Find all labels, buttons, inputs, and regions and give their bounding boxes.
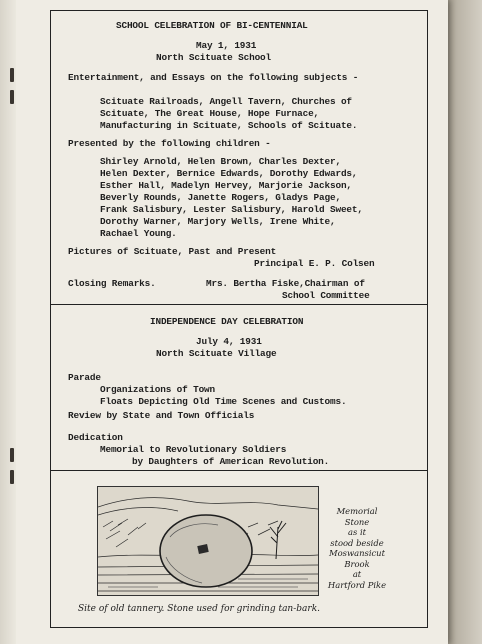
note-line: Stone — [344, 516, 370, 527]
staple-bottom-2 — [10, 470, 14, 484]
illustration-caption: Site of old tannery. Stone used for grinding tan-bark. — [78, 604, 321, 614]
section-divider-1 — [50, 304, 428, 305]
note-line: stood beside — [330, 537, 384, 548]
subject-line: Scituate Railroads, Angell Tavern, Churches of — [100, 96, 352, 107]
closing-presenter: Mrs. Bertha Fiske,Chairman of — [206, 278, 365, 289]
note-line: Brook — [344, 558, 370, 569]
dedication-item: by Daughters of American Revolution. — [132, 456, 330, 467]
pictures-line: Pictures of Scituate, Past and Present — [68, 246, 277, 257]
section-divider-2 — [50, 470, 428, 471]
children-line: Shirley Arnold, Helen Brown, Charles Dexter, — [100, 156, 341, 167]
staple-bottom — [10, 448, 14, 462]
dedication-item: Memorial to Revolutionary Soldiers — [100, 444, 287, 455]
dedication-label: Dedication — [68, 432, 123, 443]
pictures-presenter: Principal E. P. Colsen — [254, 258, 375, 269]
children-line: Esther Hall, Madelyn Hervey, Marjorie Jackson, — [100, 180, 352, 191]
staple-top-2 — [10, 90, 14, 104]
note-line: at — [352, 569, 362, 579]
children-line: Frank Salisbury, Lester Salisbury, Harold Sweet, — [100, 204, 363, 215]
children-line: Rachael Young. — [100, 228, 177, 239]
section2-date: July 4, 1931 — [196, 336, 262, 347]
closing-presenter-title: School Committee — [282, 290, 370, 301]
presented-intro: Presented by the following children - — [68, 138, 271, 149]
parade-label: Parade — [68, 372, 101, 383]
section2-place: North Scituate Village — [156, 348, 277, 359]
memorial-note — [322, 506, 392, 590]
section2-heading: INDEPENDENCE DAY CELEBRATION — [150, 316, 304, 327]
parade-item: Floats Depicting Old Time Scenes and Customs. — [100, 396, 347, 407]
section1-place: North Scituate School — [156, 52, 271, 63]
subject-line: Scituate, The Great House, Hope Furnace, — [100, 108, 320, 119]
memorial-stone-illustration — [97, 486, 319, 596]
review-line: Review by State and Town Officials — [68, 410, 255, 421]
subject-line: Manufacturing in Scituate, Schools of Scituate. — [100, 120, 358, 131]
children-line: Helen Dexter, Bernice Edwards, Dorothy Edwards, — [100, 168, 358, 179]
section1-intro: Entertainment, and Essays on the following subjects - — [68, 72, 359, 83]
section1-heading: SCHOOL CELEBRATION OF BI-CENTENNIAL — [116, 20, 308, 31]
closing-label: Closing Remarks. — [68, 278, 156, 289]
note-line: Moswansicut — [329, 548, 385, 558]
stone-sketch — [98, 487, 318, 595]
note-line: as it — [348, 527, 366, 537]
children-line: Dorothy Warner, Marjory Wells, Irene White, — [100, 216, 336, 227]
staple-top — [10, 68, 14, 82]
section1-date: May 1, 1931 — [196, 40, 257, 51]
parade-item: Organizations of Town — [100, 384, 215, 395]
note-line: Memorial — [336, 506, 378, 516]
children-line: Beverly Rounds, Janette Rogers, Gladys Page, — [100, 192, 341, 203]
note-line: Hartford Pike — [327, 579, 387, 590]
